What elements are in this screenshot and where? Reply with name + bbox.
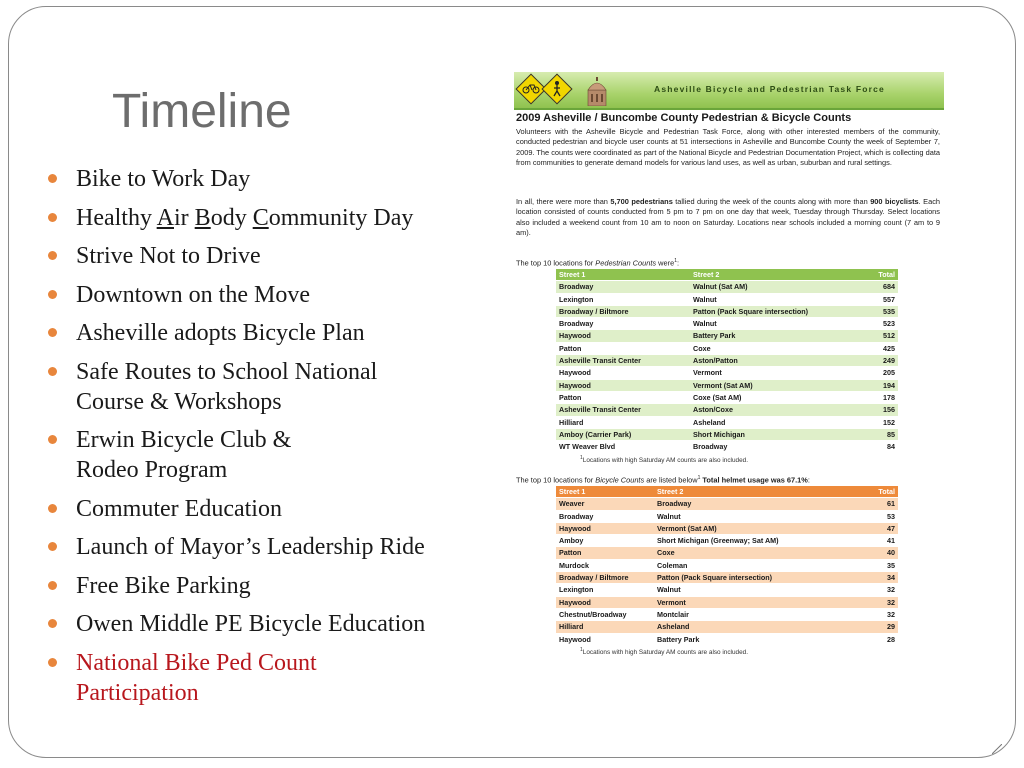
table-cell: Vermont (Sat AM) [654, 522, 854, 534]
table-cell: Asheville Transit Center [556, 355, 690, 367]
table-cell: Montclair [654, 608, 854, 620]
bullet-dot-icon [48, 174, 57, 183]
table-cell: 28 [854, 633, 898, 645]
table-row [556, 584, 898, 596]
table-cell: Vermont [654, 596, 854, 608]
table-row [556, 355, 898, 367]
pedestrian-caption: The top 10 locations for Pedestrian Counts were$^1$: [516, 258, 680, 268]
table-cell: 32 [854, 596, 898, 608]
pedestrian-footnote: $^1$Locations with high Saturday AM counts are also included. [580, 455, 748, 465]
table-cell: Battery Park [690, 330, 854, 342]
table-cell: Broadway [556, 510, 654, 522]
table-cell: Short Michigan [690, 428, 854, 440]
table-row [556, 498, 898, 510]
table-cell: Chestnut/Broadway [556, 608, 654, 620]
bullet-item [46, 241, 496, 271]
table-cell: 32 [854, 608, 898, 620]
table-row [556, 621, 898, 633]
bullet-item [46, 203, 496, 233]
table-cell: 178 [854, 391, 898, 403]
bullet-dot-icon [48, 504, 57, 513]
table-cell: 152 [854, 416, 898, 428]
table-cell: Haywood [556, 367, 690, 379]
table-row [556, 633, 898, 645]
bullet-dot-icon [48, 542, 57, 551]
corner-curl-icon [992, 744, 1002, 754]
table-cell: Coxe (Sat AM) [690, 391, 854, 403]
table-cell: Broadway [556, 281, 690, 293]
bullet-item [46, 494, 496, 524]
table-row [556, 305, 898, 317]
table-row [556, 293, 898, 305]
table-cell: Coxe [654, 547, 854, 559]
table-cell: 535 [854, 305, 898, 317]
table-cell: Walnut [690, 293, 854, 305]
bullet-dot-icon [48, 251, 57, 260]
table-cell: Walnut [654, 584, 854, 596]
table-row [556, 510, 898, 522]
bullet-text: Strive Not to Drive [76, 243, 261, 269]
table-cell: Asheville Transit Center [556, 404, 690, 416]
table-cell: 29 [854, 621, 898, 633]
table-header-cell: Street 1 [556, 269, 690, 281]
table-cell: 47 [854, 522, 898, 534]
table-cell: Hilliard [556, 416, 690, 428]
table-cell: Battery Park [654, 633, 854, 645]
table-cell: 84 [854, 441, 898, 453]
bullet-item [46, 357, 496, 417]
slide-title: Timeline [112, 85, 292, 138]
table-cell: Broadway [654, 498, 854, 510]
table-cell: Walnut [654, 510, 854, 522]
table-header-cell: Total [854, 486, 898, 498]
table-cell: Amboy [556, 535, 654, 547]
bicycle-footnote: $^1$Locations with high Saturday AM counts are also included. [580, 647, 748, 657]
table-row [556, 318, 898, 330]
bullet-text: Healthy Air Body Community Day [76, 204, 414, 231]
bullet-item [46, 280, 496, 310]
table-cell: Walnut (Sat AM) [690, 281, 854, 293]
table-cell: Haywood [556, 633, 654, 645]
table-cell: Weaver [556, 498, 654, 510]
table-cell: 194 [854, 379, 898, 391]
bullet-text: Safe Routes to School National Course & Workshops [76, 358, 378, 415]
bullet-item [46, 571, 496, 601]
table-header-cell: Street 2 [690, 269, 854, 281]
bullet-dot-icon [48, 213, 57, 222]
table-header-cell: Total [854, 269, 898, 281]
table-cell: 34 [854, 572, 898, 584]
table-cell: Aston/Coxe [690, 404, 854, 416]
report-paragraph-2: In all, there were more than 5,700 pedestrians tallied during the week of the counts along with more than 900 bicyclists. Each location consisted of counts conducted from 5 pm to 7 pm on one day that week, Tuesday through Thursday. Select locations also included a weekend count from 10 am to noon on Saturday. Locations near schools included a morning count (7 am to 9 am). [516, 197, 940, 237]
table-cell: Haywood [556, 330, 690, 342]
table-cell: Vermont (Sat AM) [690, 379, 854, 391]
table-cell: Patton [556, 391, 690, 403]
table-cell: Patton (Pack Square intersection) [690, 305, 854, 317]
bullet-item [46, 164, 496, 194]
table-cell: Aston/Patton [690, 355, 854, 367]
bullet-text: National Bike Ped Count Participation [76, 649, 317, 706]
table-row [556, 559, 898, 571]
bullet-dot-icon [48, 619, 57, 628]
table-row [556, 416, 898, 428]
table-cell: Broadway [556, 318, 690, 330]
table-cell: Lexington [556, 293, 690, 305]
bicycle-caption: The top 10 locations for Bicycle Counts are listed below$^1$ Total helmet usage was 67.1%: [516, 475, 810, 485]
table-row [556, 391, 898, 403]
table-cell: Asheland [654, 621, 854, 633]
table-header-cell: Street 2 [654, 486, 854, 498]
table-cell: Vermont [690, 367, 854, 379]
banner-text: Asheville Bicycle and Pedestrian Task Force [654, 84, 885, 94]
report-paragraph-1: Volunteers with the Asheville Bicycle and Pedestrian Task Force, along with other interested members of the community, conducted pedestrian and bicycle user counts at 51 intersections in Asheville and Buncombe County the week of September 7, 2009. The counts were coordinated as part of the National Bicycle and Pedestrian Documentation Project, which is collecting data from communities to generate demand models for various land uses, as well as urban, suburban and rural settings. [516, 127, 940, 167]
bullet-text: Launch of Mayor’s Leadership Ride [76, 534, 425, 560]
bullet-text: Downtown on the Move [76, 281, 310, 308]
courthouse-dome-icon [584, 76, 610, 106]
table-cell: 425 [854, 342, 898, 354]
table-row [556, 428, 898, 440]
table-cell: 249 [854, 355, 898, 367]
table-row [556, 441, 898, 453]
table-cell: Haywood [556, 522, 654, 534]
table-row [556, 330, 898, 342]
bullet-text: Asheville adopts Bicycle Plan [76, 320, 365, 346]
table-row [556, 608, 898, 620]
table-cell: Broadway [690, 441, 854, 453]
report-title: 2009 Asheville / Buncombe County Pedestrian & Bicycle Counts [516, 112, 852, 124]
pedestrian-glyph-icon [550, 80, 564, 98]
table-cell: 684 [854, 281, 898, 293]
bullet-dot-icon [48, 435, 57, 444]
table-cell: 205 [854, 367, 898, 379]
bullet-dot-icon [48, 581, 57, 590]
bullet-item [46, 318, 496, 348]
report-banner [514, 72, 944, 110]
table-row [556, 572, 898, 584]
table-cell: 512 [854, 330, 898, 342]
bullet-text: Commuter Education [76, 495, 282, 522]
bullet-item [46, 425, 496, 485]
bullet-item [46, 609, 496, 639]
bullet-item [46, 648, 496, 708]
table-row [556, 404, 898, 416]
table-cell: Patton [556, 547, 654, 559]
table-cell: 35 [854, 559, 898, 571]
table-row [556, 535, 898, 547]
table-cell: Haywood [556, 379, 690, 391]
table-cell: Murdock [556, 559, 654, 571]
table-cell: Short Michigan (Greenway; Sat AM) [654, 535, 854, 547]
table-cell: Coleman [654, 559, 854, 571]
table-cell: Broadway / Biltmore [556, 305, 690, 317]
bullet-list [46, 164, 496, 716]
bullet-text: Erwin Bicycle Club & Rodeo Program [76, 427, 292, 483]
table-header-cell: Street 1 [556, 486, 654, 498]
bullet-dot-icon [48, 290, 57, 299]
table-cell: WT Weaver Blvd [556, 441, 690, 453]
bullet-item [46, 532, 496, 562]
table-cell: 41 [854, 535, 898, 547]
table-cell: Patton [556, 342, 690, 354]
table-cell: Coxe [690, 342, 854, 354]
table-cell: Amboy (Carrier Park) [556, 428, 690, 440]
table-cell: 557 [854, 293, 898, 305]
bullet-text: Owen Middle PE Bicycle Education [76, 611, 426, 637]
table-row [556, 281, 898, 293]
table-row [556, 547, 898, 559]
bullet-dot-icon [48, 328, 57, 337]
count-report-image [514, 72, 944, 662]
bullet-dot-icon [48, 658, 57, 667]
table-cell: 53 [854, 510, 898, 522]
bullet-dot-icon [48, 367, 57, 376]
table-cell: 156 [854, 404, 898, 416]
table-row [556, 596, 898, 608]
table-cell: 40 [854, 547, 898, 559]
table-row [556, 522, 898, 534]
bullet-text: Free Bike Parking [76, 572, 251, 599]
bicycle-glyph-icon [522, 82, 540, 94]
table-cell: 85 [854, 428, 898, 440]
table-cell: Walnut [690, 318, 854, 330]
bicycle-counts-table [556, 486, 898, 646]
table-row [556, 342, 898, 354]
table-cell: 32 [854, 584, 898, 596]
table-cell: Hilliard [556, 621, 654, 633]
table-row [556, 367, 898, 379]
table-row [556, 379, 898, 391]
table-cell: Haywood [556, 596, 654, 608]
table-cell: Asheland [690, 416, 854, 428]
table-cell: 61 [854, 498, 898, 510]
table-cell: Broadway / Biltmore [556, 572, 654, 584]
bullet-text: Bike to Work Day [76, 166, 251, 192]
pedestrian-counts-table [556, 269, 898, 453]
table-cell: 523 [854, 318, 898, 330]
table-cell: Lexington [556, 584, 654, 596]
table-cell: Patton (Pack Square intersection) [654, 572, 854, 584]
